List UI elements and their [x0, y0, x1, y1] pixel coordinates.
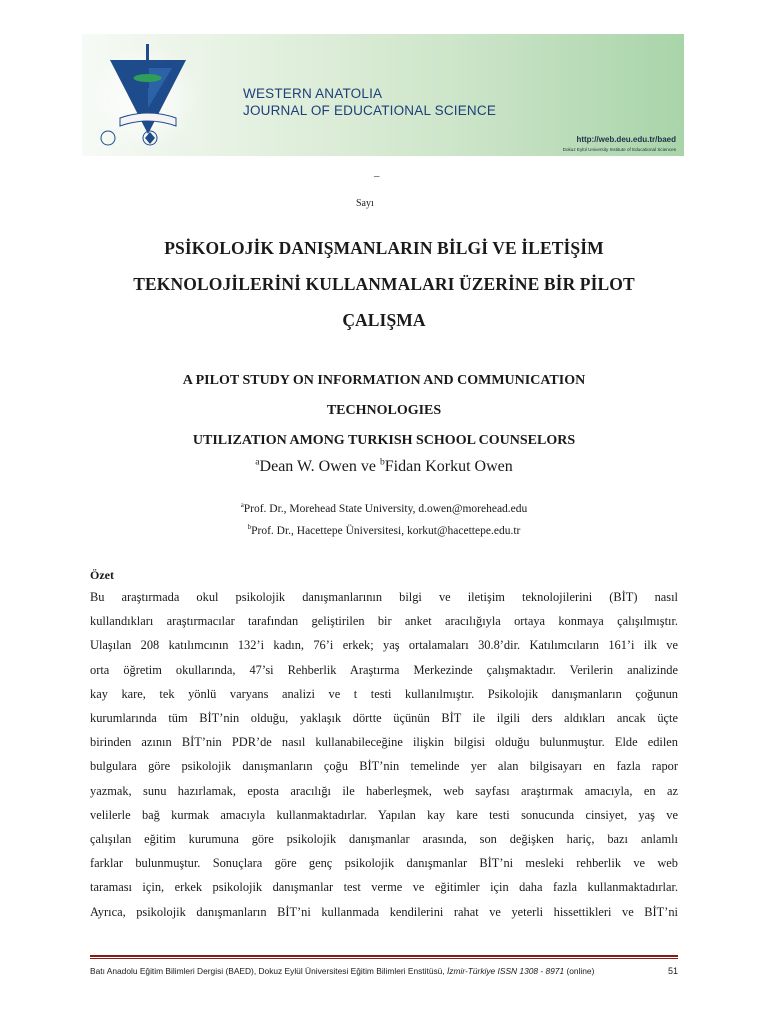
footer-journal: Batı Anadolu Eğitim Bilimleri Dergisi (BAED), Dokuz Eylül Üniversitesi Eğitim Bilimleri Enstitüsü, — [90, 966, 447, 976]
author-b-name: Fidan Korkut Owen — [384, 458, 513, 475]
journal-logo — [90, 38, 208, 152]
footer-citation — [90, 966, 594, 976]
abstract-line: kay kare, tek yönlü varyans analizi ve t testi kullanılmıştır. Psikolojik danışmanların çoğunun — [90, 686, 678, 701]
footer-rule — [90, 955, 678, 957]
journal-banner — [82, 34, 684, 156]
affiliations — [90, 498, 678, 542]
journal-name-line2: JOURNAL OF EDUCATIONAL SCIENCE — [243, 103, 497, 118]
abstract-line: bulgulara göre psikolojik danışmanların çoğu BİT’nin temelinde yer alan bilgisayarı en fazla rapor — [90, 759, 678, 774]
title-en-line3: UTILIZATION AMONG TURKISH SCHOOL COUNSELORS — [192, 433, 576, 448]
title-tr-line2: TEKNOLOJİLERİNİ KULLANMALARI ÜZERİNE BİR PİLOT — [133, 274, 635, 294]
abstract-line: yazmak, sunu hazırlamak, eposta aracılığı ile haberleşmek, web sayfası araştırmak amacıyla, en az — [90, 783, 678, 798]
abstract-line: Ulaşılan 208 katılımcının 132’i kadın, 76’i erkek; yaş ortalamaları 30.8’dir. Katılımcıların 161’i ilk ve — [90, 638, 678, 653]
affiliation-b-mark: b — [247, 524, 252, 532]
abstract-line: taraması için, erkek psikolojik danışmanlar test verme ve eğitimler için daha fazla kullanmaktadırlar. — [90, 880, 678, 895]
abstract-body — [90, 585, 678, 924]
issue-dash: – — [374, 170, 380, 182]
author-connector: ve — [356, 458, 380, 475]
footer-online: (online) — [564, 966, 595, 976]
footer-rule-thin — [90, 958, 678, 959]
affiliation-b — [90, 520, 678, 542]
abstract-line: farklar bulunmuştur. Sonuçlara göre genç psikolojik danışmanlar BİT’ni mesleki rehberlik ve web — [90, 856, 678, 871]
abstract-line: Bu araştırmada okul psikolojik danışmanlarının bilgi ve iletişim teknolojilerini (BİT) nasıl — [90, 590, 678, 604]
authors — [90, 458, 678, 476]
footer-issn: İzmir-Türkiye ISSN 1308 - 8971 — [446, 966, 565, 976]
issue-label: Sayı — [356, 198, 374, 209]
title-tr-line1: PSİKOLOJİK DANIŞMANLARIN BİLGİ VE İLETİŞİM — [164, 238, 604, 258]
author-b-mark: b — [379, 456, 385, 468]
abstract-line: kurumlarında tüm BİT’nin olduğu, yaklaşık dörtte üçünün BİT ile ilgili ders aldıkları ancak üçte — [90, 711, 678, 726]
affiliation-b-text: Prof. Dr., Hacettepe Üniversitesi, korkut@hacettepe.edu.tr — [251, 525, 521, 537]
title-en-line2: TECHNOLOGIES — [326, 403, 442, 418]
abstract-line: Ayrıca, psikolojik danışmanların BİT’ni kullanmada kendilerini rahat ve yeterli hissettikleri ve BİT’ni — [90, 904, 678, 919]
abstract-line: birinden azının BİT’nin PDR’de nasıl kullanabileceğine ilişkin bilgisi olduğu bulunmuştur. Elde edilen — [90, 735, 678, 750]
journal-name-line1: WESTERN ANATOLIA — [243, 86, 383, 101]
journal-url[interactable]: http://web.deu.edu.tr/baed — [576, 135, 676, 144]
page-number: 51 — [667, 966, 678, 976]
abstract-line: çalışılan eğitim kurumuna göre psikolojik danışmanlar arasında, son değişken hariç, bazı anlamlı — [90, 832, 678, 847]
title-english — [90, 366, 678, 456]
abstract-line: kullandıkları araştırmacılar tarafından geliştirilen bir anket aracılığıyla ortaya konmaya çalışılmıştır. — [90, 614, 678, 629]
abstract-line: orta öğretim okullarında, 47’si Rehberlik Araştırma Merkezinde çalışmaktadır. Verilerin analizinde — [90, 662, 678, 677]
abstract-line: velilerle bağ kurmak amacıyla kullanmaktadırlar. Yapılan kay kare testi sonucunda cinsiyet, yaş ve — [90, 807, 678, 822]
title-turkish — [90, 230, 678, 338]
institute-name: Dokuz Eylül University Institute of Educational Sciences — [562, 147, 676, 152]
abstract-heading: Özet — [90, 568, 114, 582]
affiliation-a — [90, 498, 678, 520]
affiliation-a-text: Prof. Dr., Morehead State University, d.owen@morehead.edu — [243, 503, 528, 515]
author-a-mark: a — [255, 456, 260, 468]
title-tr-line3: ÇALIŞMA — [342, 310, 426, 330]
title-en-line1: A PILOT STUDY ON INFORMATION AND COMMUNICATION — [182, 373, 586, 388]
author-a-name: Dean W. Owen — [259, 458, 357, 475]
affiliation-a-mark: a — [240, 502, 244, 510]
